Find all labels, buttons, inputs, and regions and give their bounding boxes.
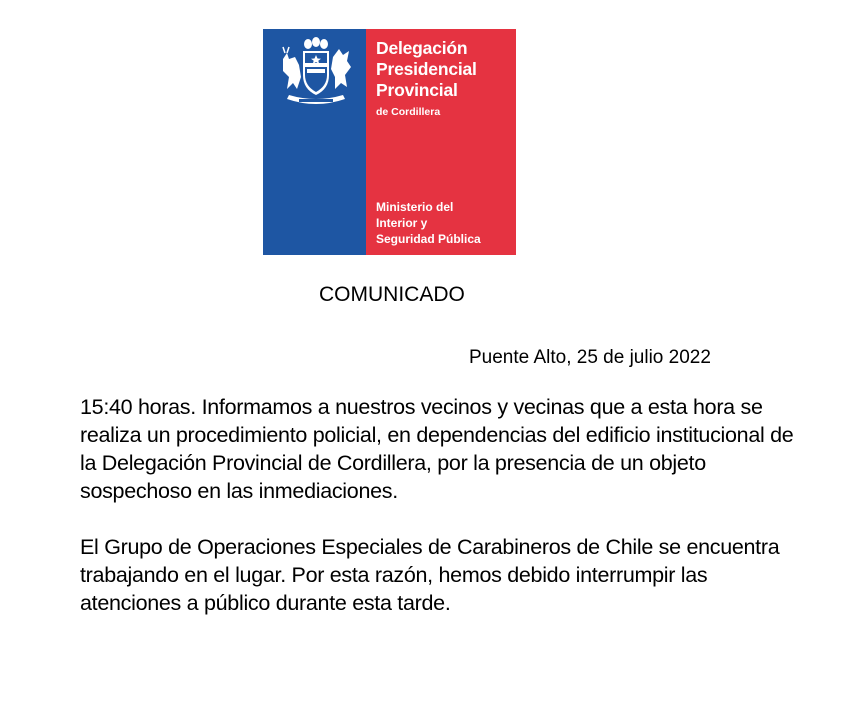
logo-ministry-line-2: Interior y	[376, 216, 428, 230]
logo-ministry-line-1: Ministerio del	[376, 200, 454, 214]
document-heading: COMUNICADO	[319, 283, 465, 306]
logo-title	[376, 38, 477, 101]
logo-subtitle: de Cordillera	[376, 106, 441, 118]
paragraph-2: El Grupo de Operaciones Especiales de Carabineros de Chile se encuentra trabajando en el lugar. Por esta razón, hemos debido interrumpir las atenciones a público durante esta tarde.	[80, 535, 780, 615]
logo-title-line-2: Presidencial	[376, 59, 477, 79]
document-body	[80, 393, 800, 645]
logo-ministry-line-3: Seguridad Pública	[376, 232, 481, 246]
chile-coat-of-arms-icon	[273, 37, 359, 109]
logo-ministry	[376, 199, 481, 247]
logo-title-line-1: Delegación	[376, 38, 468, 58]
date-line: Puente Alto, 25 de julio 2022	[469, 347, 711, 368]
logo-red-panel	[366, 29, 516, 255]
paragraph-1: 15:40 horas. Informamos a nuestros vecinos y vecinas que a esta hora se realiza un procedimiento policial, en dependencias del edificio institucional de la Delegación Provincial de Cordillera, por la presencia de un objeto sospechoso en las inmediaciones.	[80, 395, 794, 503]
logo-title-line-3: Provincial	[376, 80, 458, 100]
logo-blue-panel	[263, 29, 366, 255]
institution-logo	[263, 29, 516, 255]
